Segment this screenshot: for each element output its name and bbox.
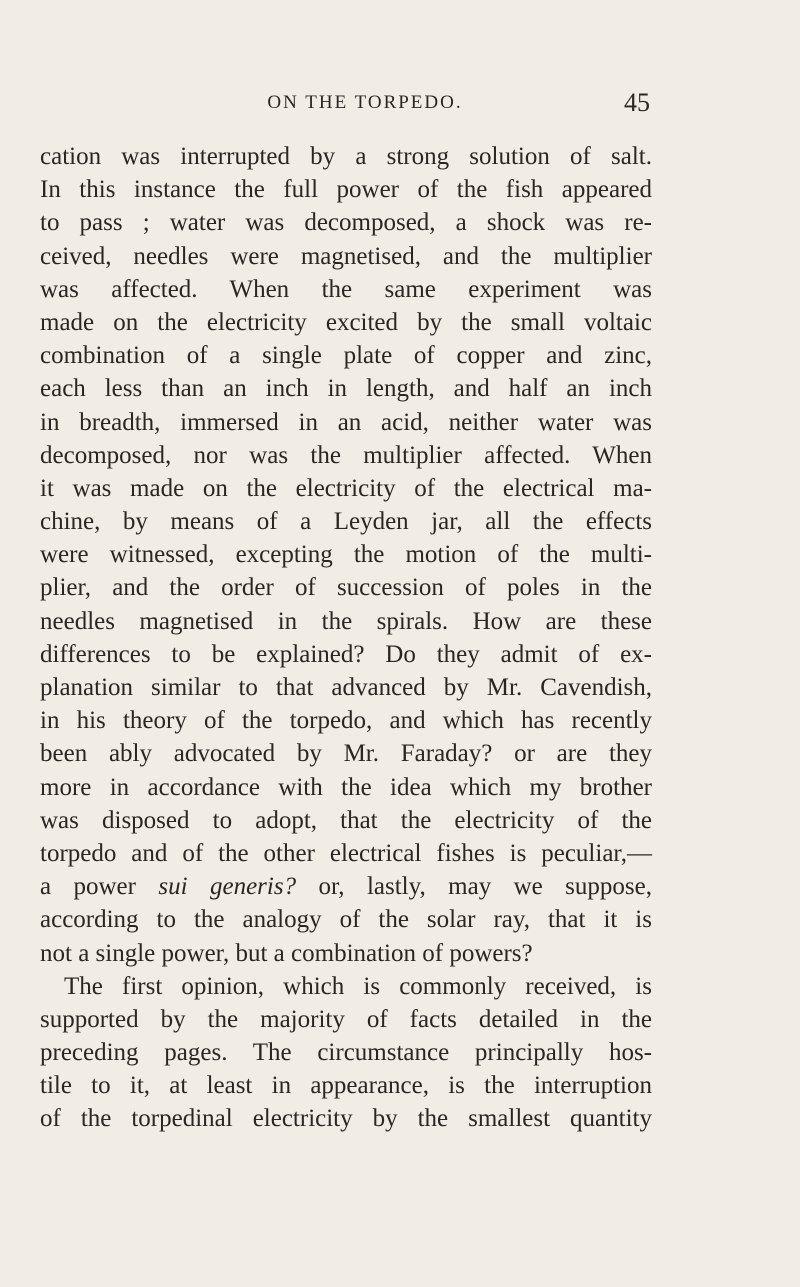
text-line: tile to it, at least in appearance, is the interruption	[40, 1072, 652, 1100]
text-line: preceding pages. The circumstance principally hos-	[40, 1039, 652, 1067]
text-line: combination of a single plate of copper and zinc,	[40, 342, 652, 370]
text-line: In this instance the full power of the fish appeared	[40, 176, 652, 204]
text-segment: a power	[40, 873, 159, 901]
text-line: of the torpedinal electricity by the smallest quantity	[40, 1105, 652, 1133]
text-line: differences to be explained? Do they admit of ex-	[40, 640, 652, 668]
text-line: needles magnetised in the spirals. How are these	[40, 607, 652, 635]
running-title: ON THE TORPEDO.	[267, 92, 463, 113]
running-head	[40, 88, 650, 118]
text-line: it was made on the electricity of the electrical ma-	[40, 474, 652, 502]
text-line: made on the electricity excited by the small voltaic	[40, 308, 652, 336]
text-line	[40, 870, 652, 903]
text-line: ceived, needles were magnetised, and the multiplier	[40, 242, 652, 270]
text-line: supported by the majority of facts detailed in the	[40, 1005, 652, 1033]
page-number: 45	[624, 88, 650, 117]
text-line: was disposed to adopt, that the electricity of the	[40, 806, 652, 834]
text-line: been ably advocated by Mr. Faraday? or are they	[40, 740, 652, 768]
text-segment: or, lastly, may we suppose,	[296, 873, 652, 901]
text-line: were witnessed, excepting the motion of the multi-	[40, 541, 652, 569]
text-line: in breadth, immersed in an acid, neither water was	[40, 408, 652, 436]
text-line: decomposed, nor was the multiplier affected. When	[40, 441, 652, 469]
italic-phrase: sui generis?	[158, 873, 297, 901]
text-line: cation was interrupted by a strong solution of salt.	[40, 143, 652, 170]
text-line: more in accordance with the idea which my brother	[40, 773, 652, 801]
text-line: planation similar to that advanced by Mr. Cavendish,	[40, 674, 652, 701]
text-line: to pass ; water was decomposed, a shock was re-	[40, 209, 652, 237]
text-line: was affected. When the same experiment was	[40, 275, 652, 303]
text-line: in his theory of the torpedo, and which has recently	[40, 707, 652, 735]
text-line: plier, and the order of succession of poles in the	[40, 574, 652, 602]
text-line: torpedo and of the other electrical fishes is peculiar,—	[40, 839, 652, 867]
text-line: not a single power, but a combination of powers?	[40, 939, 533, 967]
text-line: each less than an inch in length, and half an inch	[40, 375, 652, 403]
text-line: according to the analogy of the solar ray, that it is	[40, 906, 652, 934]
text-line: chine, by means of a Leyden jar, all the effects	[40, 508, 652, 536]
body-text	[40, 140, 652, 1136]
paragraph-first-line: The first opinion, which is commonly received, is	[64, 972, 652, 1000]
